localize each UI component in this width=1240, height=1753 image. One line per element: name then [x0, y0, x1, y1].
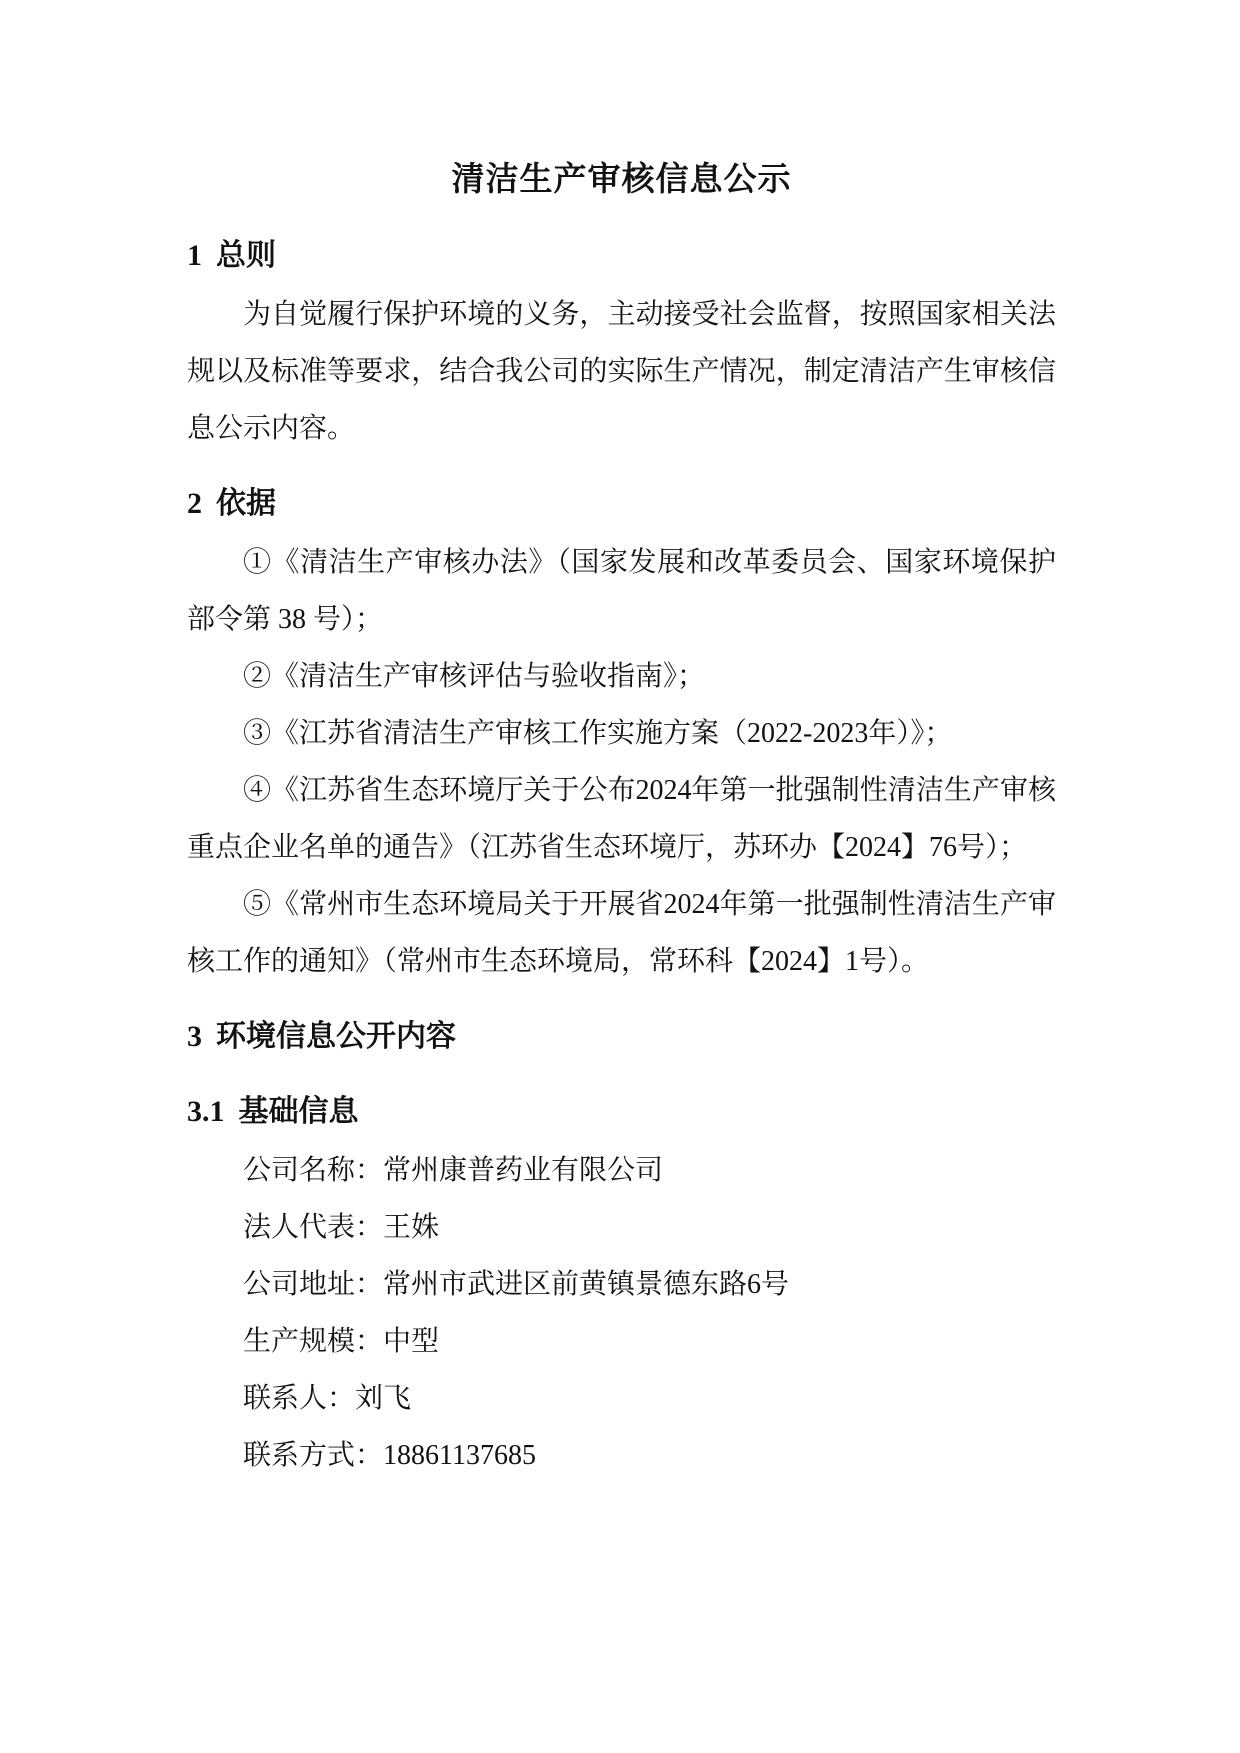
- info-value: 常州市武进区前黄镇景德东路6号: [383, 1269, 790, 1300]
- basis-item-1: ①《清洁生产审核办法》（国家发展和改革委员会、国家环境保护部令第 38 号）；: [187, 547, 1056, 635]
- info-value: 王姝: [383, 1212, 440, 1243]
- info-label: 生产规模：: [243, 1326, 384, 1357]
- info-line-company-name: [187, 1142, 1056, 1199]
- basic-info-list: [187, 1142, 1056, 1484]
- info-value: 刘飞: [355, 1383, 412, 1414]
- info-label: 联系人：: [243, 1383, 356, 1414]
- section-1-heading: [187, 227, 1056, 284]
- info-line-company-address: [187, 1256, 1056, 1313]
- section-3-heading: [187, 1008, 1056, 1065]
- info-label: 联系方式：: [243, 1440, 384, 1471]
- section-2-title: 依据: [216, 487, 276, 520]
- info-label: 公司名称：: [243, 1155, 384, 1186]
- info-label: 法人代表：: [243, 1212, 384, 1243]
- info-line-production-scale: [187, 1313, 1056, 1370]
- section-2-heading: [187, 475, 1056, 532]
- info-value: 18861137685: [383, 1440, 536, 1471]
- info-line-contact-phone: [187, 1427, 1056, 1484]
- section-3-1-heading: [187, 1083, 1056, 1140]
- section-3-1-number: 3.1: [187, 1095, 225, 1128]
- info-line-contact-person: [187, 1370, 1056, 1427]
- section-1-title: 总则: [216, 239, 276, 272]
- section-basis: [187, 475, 1056, 990]
- document-title: 清洁生产审核信息公示: [451, 162, 792, 198]
- info-label: 公司地址：: [243, 1269, 384, 1300]
- info-line-legal-representative: [187, 1199, 1056, 1256]
- section-disclosure: [187, 1008, 1056, 1484]
- section-1-number: 1: [187, 239, 202, 272]
- basis-item-3: ③《江苏省清洁生产审核工作实施方案（2022-2023年）》；: [243, 718, 953, 749]
- info-value: 常州康普药业有限公司: [383, 1155, 664, 1186]
- section-2-number: 2: [187, 487, 202, 520]
- basis-item-2: ②《清洁生产审核评估与验收指南》；: [243, 661, 706, 692]
- basis-item-5: ⑤《常州市生态环境局关于开展省2024年第一批强制性清洁生产审核工作的通知》（常州市生态环境局，常环科【2024】1号）。: [187, 889, 1056, 977]
- section-3-number: 3: [187, 1020, 202, 1053]
- section-general: [187, 227, 1056, 457]
- basis-item-4: ④《江苏省生态环境厅关于公布2024年第一批强制性清洁生产审核重点企业名单的通告》（江苏省生态环境厅，苏环办【2024】76号）；: [187, 775, 1056, 863]
- section-1-paragraph: 为自觉履行保护环境的义务，主动接受社会监督，按照国家相关法规以及标准等要求，结合我公司的实际生产情况，制定清洁产生审核信息公示内容。: [187, 299, 1056, 444]
- section-3-title: 环境信息公开内容: [216, 1020, 456, 1053]
- info-value: 中型: [383, 1326, 440, 1357]
- section-3-1-title: 基础信息: [238, 1095, 359, 1128]
